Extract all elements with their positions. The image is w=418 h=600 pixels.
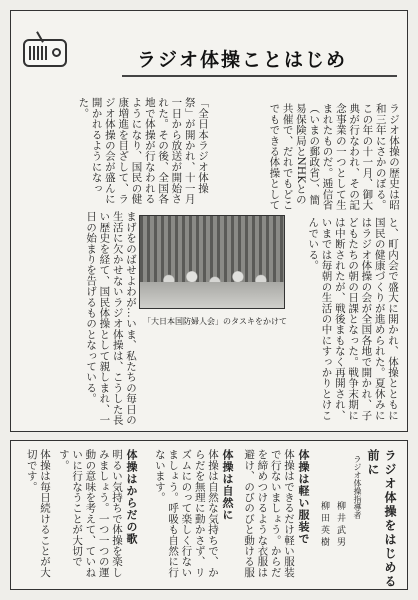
author-name-1: 柳井武男 <box>335 501 345 549</box>
section-heading-clothing: 体操は軽い服装で <box>297 449 310 545</box>
radio-icon <box>23 39 67 67</box>
article-column-a: ラジオ体操の歴史は昭和三年にさかのぼる。この年の十一月、御大典が行なわれ、その記念事業の一つとして生まれたものだ。逓信省（いまの郵政省）、簡易保険局とNHKとの共催で、だれでもどこでもできる体操として <box>268 103 400 210</box>
photo-caption: 「大日本国防婦人会」のタスキをかけて <box>143 317 287 326</box>
section-body-natural: 体操は自然な気持ちで、からだを無理に動かさず、リズムにのって楽しく行ないましょう。呼吸も自然に行ないます。 <box>153 449 219 578</box>
section-heading-song: 体操はからだの歌 <box>125 449 138 545</box>
article-column-d: まげをのばせよわが...いま、私たちの毎日の生活に欠かせないラジオ体操は、こうした長い歴史を経て、国民体操として親しまれ、一日の始まりを告げるものとなっている。 <box>85 211 137 425</box>
author-label: ラジオ体操指導者 <box>353 455 362 519</box>
section-heading-natural: 体操は自然に <box>221 449 234 521</box>
guide-box <box>10 440 408 590</box>
page <box>10 10 408 590</box>
article-frame <box>10 10 408 432</box>
section-body-song: 明るい気持ちで体操を楽しみましょう。一つ一つの運動の意味を考えて、ていねいに行なうことが大切です。 <box>57 449 123 578</box>
title-rule <box>122 75 397 77</box>
article-column-b: 「全日本ラジオ体操祭」が開かれ、十一月一日から放送が開始された。その後、全国各地で体操が行なわれるようになり、国民の健康増進を目ざして、ラジオ体操の会が盛んに開かれるようになった。 <box>77 97 209 204</box>
article-column-c: と、町内会で盛大に開かれ、体操とともに国民の健康づくりが進められた。夏休みにはラジオ体操の会が全国各地で開かれ、子どもたちの朝の日課となった。戦争末期には中断されたが、戦後まもなく再開され、いまでは毎朝の生活の中にすっかりとけこんでいる。 <box>307 217 399 421</box>
section-body-continue: 体操は毎日続けることが大切です。 <box>25 449 51 578</box>
historic-photo <box>139 215 285 309</box>
author-name-2: 柳田英樹 <box>319 501 329 549</box>
guide-heading: ラジオ体操をはじめる前に <box>366 449 397 589</box>
article-header <box>17 21 401 85</box>
section-body-clothing: 体操はできるだけ軽い服装で行ないましょう。からだを締めつけるような衣服は避け、のびのびと動ける服 <box>243 449 295 578</box>
article-title: ラジオ体操ことはじめ <box>137 49 348 71</box>
